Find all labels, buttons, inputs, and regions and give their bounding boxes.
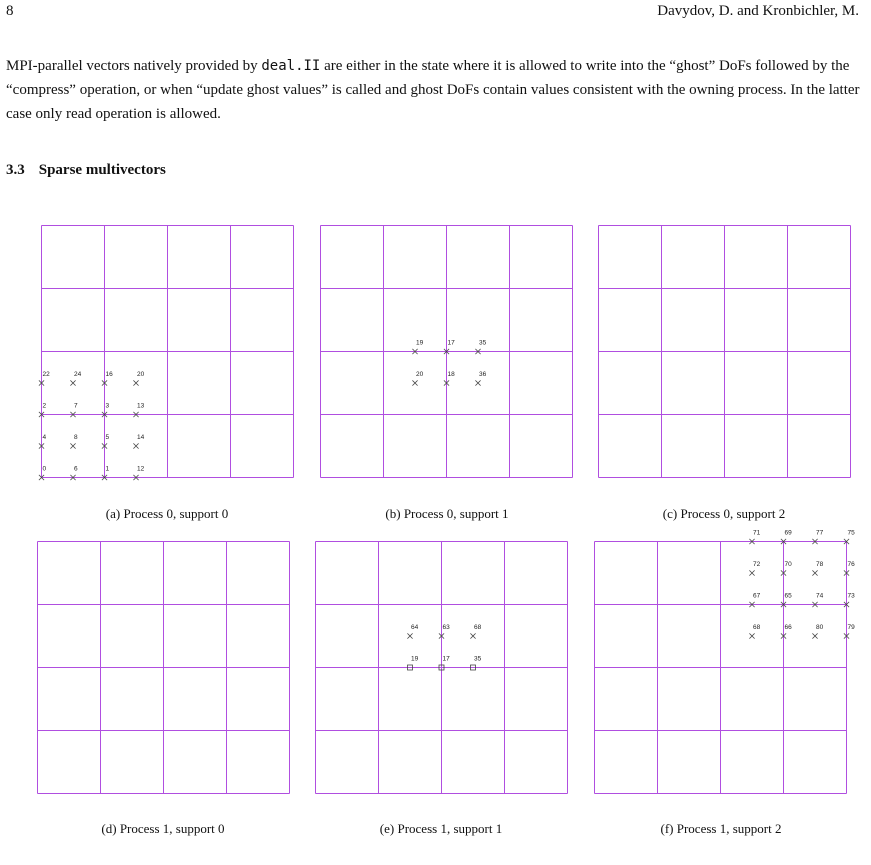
caption-c: (c) Process 0, support 2 (662, 506, 786, 521)
dof-label: 36 (479, 371, 487, 378)
dof-point (412, 371, 423, 386)
dof-label: 69 (784, 529, 792, 537)
caption-d: (d) Process 1, support 0 (101, 821, 225, 836)
dof-point (812, 624, 823, 639)
dof-label: 78 (816, 561, 824, 568)
dof-point (844, 530, 855, 545)
dof-label: 77 (816, 529, 824, 537)
section-heading (6, 162, 166, 179)
dof-point (844, 593, 855, 608)
dof-label: 64 (411, 624, 419, 631)
dof-cross-marker (749, 633, 754, 638)
dof-label: 0 (42, 465, 47, 473)
dof-point (844, 561, 855, 576)
dof-label: 20 (137, 371, 145, 378)
dof-point (70, 371, 81, 386)
dof-label: 70 (784, 561, 792, 568)
dof-label: 24 (74, 371, 82, 378)
dof-label: 66 (784, 624, 792, 631)
dof-label: 35 (474, 655, 482, 663)
dof-point (39, 371, 50, 386)
figure-panel-b (320, 225, 573, 478)
dof-point (781, 624, 792, 639)
paragraph-text-start: MPI-parallel vectors natively provided by (6, 58, 262, 74)
dof-label: 16 (105, 371, 113, 378)
dof-label: 72 (753, 561, 761, 568)
section-title: Sparse multivectors (38, 162, 166, 178)
caption-f: (f) Process 1, support 2 (660, 821, 782, 836)
dof-cross-marker (470, 633, 475, 638)
dof-label: 76 (847, 561, 855, 568)
section-number: 3.3 (6, 162, 25, 178)
dof-label: 6 (74, 465, 78, 473)
dof-label: 3 (105, 402, 110, 410)
dof-cross-marker (749, 570, 754, 575)
figure-panel-a (41, 225, 294, 478)
dof-point (133, 371, 144, 386)
mesh-grid (595, 542, 847, 794)
dof-point (102, 434, 110, 449)
dof-point (102, 371, 113, 386)
dof-cross-marker (812, 570, 817, 575)
mesh-grid (599, 226, 851, 478)
dof-point (844, 624, 855, 639)
dof-label: 2 (42, 402, 47, 410)
dof-label: 75 (847, 529, 855, 537)
running-head: Davydov, D. and Kronbichler, M. (657, 3, 859, 19)
dof-label: 65 (784, 592, 792, 600)
dof-label: 17 (442, 655, 450, 663)
dof-point (407, 624, 418, 639)
dof-cross-marker (133, 443, 138, 448)
dof-point (70, 434, 78, 449)
dof-cross-marker (412, 380, 417, 385)
dof-label: 13 (137, 402, 145, 410)
dof-label: 14 (137, 434, 145, 441)
dof-label: 7 (74, 402, 78, 410)
caption-e: (e) Process 1, support 1 (379, 821, 503, 836)
dof-point (133, 434, 144, 449)
dof-label: 18 (447, 371, 455, 378)
figure-panel-d (37, 541, 290, 794)
body-paragraph (6, 54, 862, 126)
caption-b: (b) Process 0, support 1 (385, 506, 509, 521)
mesh-grid (316, 542, 568, 794)
dof-label: 71 (753, 529, 761, 537)
dof-cross-marker (70, 380, 75, 385)
dof-point (749, 561, 760, 576)
dof-cross-marker (812, 633, 817, 638)
dof-label: 73 (847, 592, 855, 600)
dof-point (812, 561, 823, 576)
dof-cross-marker (70, 443, 75, 448)
dof-cross-marker (133, 380, 138, 385)
dof-label: 80 (816, 624, 824, 631)
dof-point (444, 371, 455, 386)
dof-label: 22 (42, 371, 50, 378)
dof-point (39, 434, 47, 449)
dof-point (749, 624, 760, 639)
dof-label: 68 (753, 624, 761, 631)
figure-panel-c (598, 225, 851, 478)
dof-point (781, 561, 792, 576)
dof-label: 74 (816, 592, 824, 600)
dof-label: 79 (847, 624, 855, 631)
dof-label: 1 (105, 465, 110, 473)
page-number: 8 (6, 3, 14, 19)
dof-point (475, 371, 486, 386)
dof-point (439, 624, 450, 639)
dof-label: 20 (416, 371, 424, 378)
paragraph-text-end: are either in the state where it is allowed to write into the “ghost” DoFs followed by the “compress” operation, or when “update ghost values” is called and ghost DoFs contain values consistent with the owning process. In the latter case only read operation is allowed. (6, 58, 860, 122)
dof-label: 68 (474, 624, 482, 631)
dof-label: 63 (442, 624, 450, 631)
dof-label: 67 (753, 592, 761, 600)
mesh-grid (42, 226, 294, 478)
dof-point (470, 624, 481, 639)
dof-label: 12 (137, 465, 145, 473)
inline-code: deal.II (261, 58, 321, 74)
dof-label: 19 (416, 339, 424, 347)
mesh-grid (38, 542, 290, 794)
dof-label: 35 (479, 339, 487, 347)
dof-cross-marker (475, 380, 480, 385)
figure-panel-f (594, 529, 855, 794)
dof-label: 4 (42, 434, 47, 441)
dof-label: 17 (447, 339, 455, 347)
dof-cross-marker (407, 633, 412, 638)
figure-panel-e (315, 541, 568, 794)
dof-label: 8 (74, 434, 78, 441)
dof-label: 5 (105, 434, 110, 441)
caption-a: (a) Process 0, support 0 (105, 506, 229, 521)
dof-label: 19 (411, 655, 419, 663)
